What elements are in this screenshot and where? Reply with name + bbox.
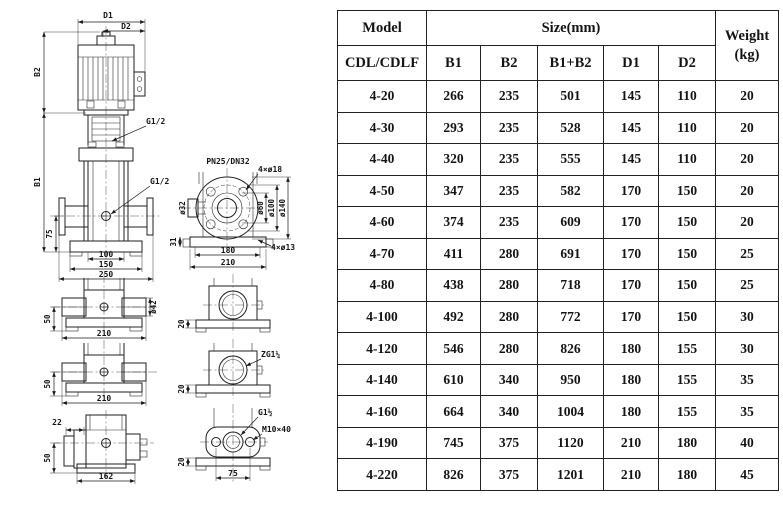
table-row xyxy=(338,238,779,270)
table-cell: 280 xyxy=(481,301,538,333)
table-cell: 110 xyxy=(659,144,716,176)
table-cell: 609 xyxy=(538,207,604,239)
port-view-d xyxy=(177,274,270,334)
table-cell: 1004 xyxy=(538,396,604,428)
dim-250-label: 250 xyxy=(98,270,114,279)
pump-technical-drawing xyxy=(0,0,335,500)
table-cell: 4-80 xyxy=(338,270,427,302)
dim-20c-label: 20 xyxy=(177,457,186,467)
base-view-a xyxy=(43,274,158,341)
table-cell: 4-100 xyxy=(338,301,427,333)
table-cell: 235 xyxy=(481,81,538,113)
terminal-box xyxy=(134,72,145,96)
table-cell: 4-190 xyxy=(338,427,427,459)
dim-150-label: 150 xyxy=(98,260,114,269)
table-cell: 826 xyxy=(538,333,604,365)
table-cell: 180 xyxy=(604,364,659,396)
table-cell: 150 xyxy=(659,175,716,207)
table-row xyxy=(338,333,779,365)
table-cell: 4-160 xyxy=(338,396,427,428)
table-cell: 718 xyxy=(538,270,604,302)
callout-g12-top: G1/2 xyxy=(146,117,166,126)
table-cell: 235 xyxy=(481,144,538,176)
dim-d2-label: D2 xyxy=(121,22,131,31)
port-view-e xyxy=(177,339,280,399)
table-header-row-2 xyxy=(338,46,779,81)
table-cell: 25 xyxy=(716,270,779,302)
dim-210a-label: 210 xyxy=(96,329,112,338)
dim-dia32-label: ø32 xyxy=(178,201,187,215)
table-cell: 45 xyxy=(716,459,779,491)
table-row xyxy=(338,81,779,113)
dimension-table xyxy=(337,10,779,491)
callout-4x18: 4×ø18 xyxy=(258,165,283,174)
table-cell: 4-50 xyxy=(338,175,427,207)
dim-dia60-label: ø60 xyxy=(256,201,265,215)
header-weight-line1: Weight xyxy=(724,28,770,45)
table-cell: 1120 xyxy=(538,427,604,459)
table-cell: 180 xyxy=(659,459,716,491)
table-row xyxy=(338,459,779,491)
table-cell: 4-60 xyxy=(338,207,427,239)
table-cell: 501 xyxy=(538,81,604,113)
subheader-model: CDL/CDLF xyxy=(338,46,427,81)
table-panel xyxy=(337,0,779,500)
table-cell: 170 xyxy=(604,301,659,333)
header-model: Model xyxy=(338,11,427,46)
table-cell: 582 xyxy=(538,175,604,207)
front-view xyxy=(33,11,169,282)
dim-75-label: 75 xyxy=(45,229,54,239)
table-cell: 347 xyxy=(427,175,481,207)
table-cell: 826 xyxy=(427,459,481,491)
table-row xyxy=(338,144,779,176)
table-cell: 528 xyxy=(538,112,604,144)
table-cell: 170 xyxy=(604,207,659,239)
table-cell: 180 xyxy=(604,396,659,428)
table-cell: 1201 xyxy=(538,459,604,491)
callout-g112: G1½ xyxy=(258,408,273,417)
table-cell: 4-20 xyxy=(338,81,427,113)
port-view-f xyxy=(177,404,291,484)
callout-4x13: 4×ø13 xyxy=(271,243,296,252)
table-header-row-1 xyxy=(338,11,779,46)
subheader-b1: B1 xyxy=(427,46,481,81)
table-row xyxy=(338,175,779,207)
table-cell: 170 xyxy=(604,238,659,270)
table-cell: 438 xyxy=(427,270,481,302)
table-cell: 170 xyxy=(604,175,659,207)
dim-d1-label: D1 xyxy=(103,11,113,20)
table-cell: 20 xyxy=(716,112,779,144)
subheader-b2: B2 xyxy=(481,46,538,81)
callout-zg114: ZG1¼ xyxy=(261,350,281,359)
dim-31-label: 31 xyxy=(169,237,178,247)
table-cell: 4-220 xyxy=(338,459,427,491)
dim-dia100-label: ø100 xyxy=(267,198,276,218)
table-cell: 4-140 xyxy=(338,364,427,396)
table-cell: 110 xyxy=(659,112,716,144)
dim-50b-label: 50 xyxy=(43,379,52,389)
table-cell: 20 xyxy=(716,175,779,207)
table-cell: 110 xyxy=(659,81,716,113)
table-cell: 20 xyxy=(716,144,779,176)
table-cell: 664 xyxy=(427,396,481,428)
dim-180-label: 180 xyxy=(220,246,236,255)
table-cell: 145 xyxy=(604,144,659,176)
dim-b2-label: B2 xyxy=(33,67,42,77)
table-body xyxy=(338,81,779,491)
table-cell: 340 xyxy=(481,364,538,396)
table-cell: 40 xyxy=(716,427,779,459)
dim-50c-label: 50 xyxy=(43,453,52,463)
table-cell: 546 xyxy=(427,333,481,365)
header-weight xyxy=(716,11,779,81)
table-cell: 180 xyxy=(604,333,659,365)
table-cell: 20 xyxy=(716,207,779,239)
table-cell: 210 xyxy=(604,459,659,491)
dim-210b-label: 210 xyxy=(96,394,112,403)
table-cell: 35 xyxy=(716,364,779,396)
table-row xyxy=(338,207,779,239)
table-cell: 610 xyxy=(427,364,481,396)
table-cell: 150 xyxy=(659,301,716,333)
dim-dia140-label: ø140 xyxy=(278,198,287,218)
table-cell: 150 xyxy=(659,270,716,302)
table-row xyxy=(338,427,779,459)
dim-dia42-label: ø42 xyxy=(149,300,158,314)
table-cell: 555 xyxy=(538,144,604,176)
table-cell: 155 xyxy=(659,364,716,396)
table-cell: 180 xyxy=(659,427,716,459)
table-cell: 30 xyxy=(716,301,779,333)
drawing-panel xyxy=(0,0,335,500)
table-cell: 280 xyxy=(481,238,538,270)
base-view-c xyxy=(43,410,154,484)
table-row xyxy=(338,364,779,396)
table-cell: 20 xyxy=(716,81,779,113)
table-cell: 30 xyxy=(716,333,779,365)
table-cell: 150 xyxy=(659,207,716,239)
header-weight-line2: (kg) xyxy=(734,46,760,63)
subheader-d2: D2 xyxy=(659,46,716,81)
table-cell: 170 xyxy=(604,270,659,302)
table-cell: 691 xyxy=(538,238,604,270)
dim-162-label: 162 xyxy=(98,472,114,481)
callout-m10x40: M10×40 xyxy=(262,425,291,434)
callout-g12-mid: G1/2 xyxy=(150,177,170,186)
table-cell: 235 xyxy=(481,112,538,144)
table-cell: 145 xyxy=(604,81,659,113)
table-cell: 4-120 xyxy=(338,333,427,365)
table-cell: 375 xyxy=(481,427,538,459)
table-cell: 235 xyxy=(481,207,538,239)
table-cell: 411 xyxy=(427,238,481,270)
table-cell: 340 xyxy=(481,396,538,428)
table-cell: 492 xyxy=(427,301,481,333)
dim-22-label: 22 xyxy=(52,418,62,427)
table-cell: 745 xyxy=(427,427,481,459)
table-cell: 4-30 xyxy=(338,112,427,144)
table-cell: 280 xyxy=(481,333,538,365)
table-cell: 235 xyxy=(481,175,538,207)
dim-20a-label: 20 xyxy=(177,319,186,329)
table-row xyxy=(338,270,779,302)
table-cell: 950 xyxy=(538,364,604,396)
table-cell: 320 xyxy=(427,144,481,176)
subheader-d1: D1 xyxy=(604,46,659,81)
dim-75b-label: 75 xyxy=(228,469,238,478)
table-cell: 155 xyxy=(659,396,716,428)
table-cell: 772 xyxy=(538,301,604,333)
table-cell: 375 xyxy=(481,459,538,491)
table-cell: 374 xyxy=(427,207,481,239)
label-pn25-dn32: PN25/DN32 xyxy=(206,157,250,166)
table-cell: 210 xyxy=(604,427,659,459)
table-cell: 293 xyxy=(427,112,481,144)
base-view-b xyxy=(43,340,158,406)
table-row xyxy=(338,112,779,144)
table-cell: 155 xyxy=(659,333,716,365)
dim-100-label: 100 xyxy=(98,250,114,259)
header-size: Size(mm) xyxy=(427,11,716,46)
dim-b1-label: B1 xyxy=(33,177,42,187)
table-cell: 150 xyxy=(659,238,716,270)
table-row xyxy=(338,301,779,333)
table-cell: 266 xyxy=(427,81,481,113)
table-cell: 145 xyxy=(604,112,659,144)
table-cell: 25 xyxy=(716,238,779,270)
dim-20b-label: 20 xyxy=(177,384,186,394)
table-row xyxy=(338,396,779,428)
dim-50a-label: 50 xyxy=(43,314,52,324)
subheader-b1b2: B1+B2 xyxy=(538,46,604,81)
table-cell: 4-40 xyxy=(338,144,427,176)
table-cell: 280 xyxy=(481,270,538,302)
table-cell: 35 xyxy=(716,396,779,428)
dim-210-top-label: 210 xyxy=(220,258,236,267)
table-cell: 4-70 xyxy=(338,238,427,270)
top-view xyxy=(169,157,295,270)
